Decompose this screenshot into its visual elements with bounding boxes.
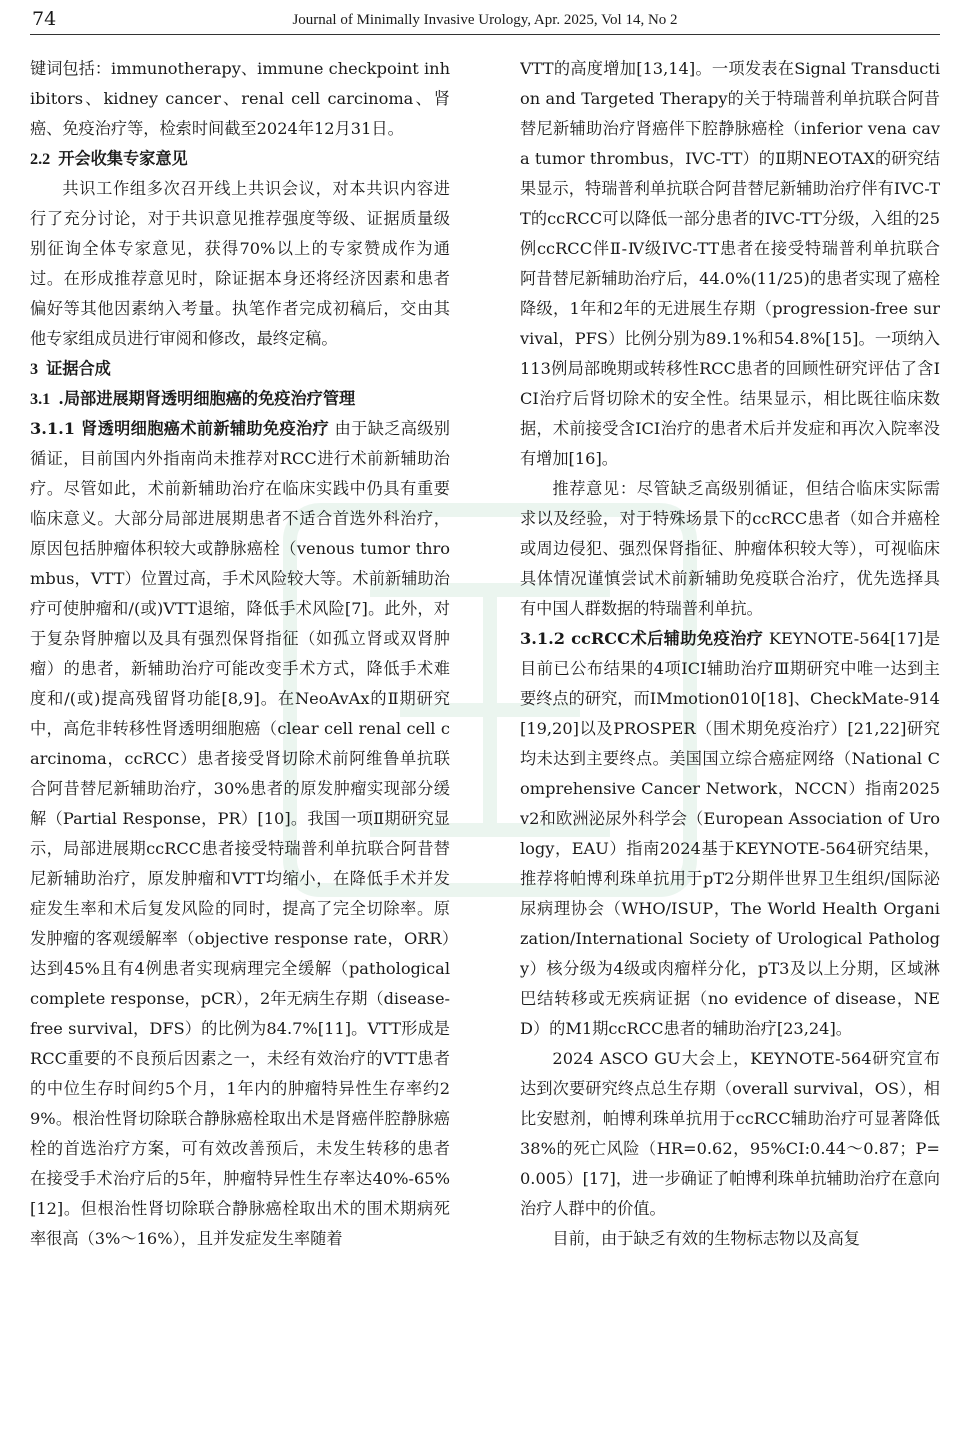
section-heading-2-2: 2.2 开会收集专家意见 — [30, 149, 188, 168]
recommendation-paragraph: 推荐意见：尽管缺乏高级别循证，但结合临床实际需求以及经验，对于特殊场景下的ccRCC患者（如合并癌栓或周边侵犯、强烈保肾指征、肿瘤体积较大等），可视临床具体情况谨慎尝试术前新辅助免疫联合治疗，优先选择具有中国人群数据的特瑞普利单抗。 — [520, 479, 940, 618]
adjuvant-paragraph: 3.1.2 ccRCC术后辅助免疫治疗 KEYNOTE-564[17]是目前已公布结果的4项ICI辅助治疗Ⅲ期研究中唯一达到主要终点的研究，而IMmotion010[18]、CheckMate-914[19,20]以及PROSPER（围术期免疫治疗）[21,22]研究均未达到主要终点。美国国立综合癌症网络（National Comprehensive Cancer Network，NCCN）指南2025v2和欧洲泌尿外科学会（European Association of Urology，EAU）指南2024基于KEYNOTE-564研究结果，推荐将帕博利珠单抗用于pT2分期伴世界卫生组织/国际泌尿病理协会（WHO/ISUP，The World Health Organization/International Society of Urological Pathology）核分级为4级或肉瘤样分化，pT3及以上分期，区域淋巴结转移或无疾病证据（no evidence of disease，NED）的M1期ccRCC患者的辅助治疗[23,24]。 — [520, 629, 940, 1038]
page-header — [30, 6, 940, 35]
section-heading-3-1-2: 3.1.2 ccRCC术后辅助免疫治疗 — [520, 629, 764, 648]
section-heading-3-1-1: 3.1.1 肾透明细胞癌术前新辅助免疫治疗 — [30, 419, 330, 438]
asco-paragraph: 2024 ASCO GU大会上，KEYNOTE-564研究宣布达到次要研究终点总生存期（overall survival，OS），相比安慰剂，帕博利珠单抗用于ccRCC辅助治疗可显著降低38%的死亡风险（HR=0.62，95%CI:0.44～0.87；P=0.005）[17]，进一步确证了帕博利珠单抗辅助治疗在意向治疗人群中的价值。 — [520, 1049, 940, 1218]
neotax-paragraph: VTT的高度增加[13,14]。一项发表在Signal Transduction and Targeted Therapy的关于特瑞普利单抗联合阿昔替尼新辅助治疗肾癌伴下腔静脉癌栓（inferior vena cava tumor thrombus，IVC-TT）的Ⅱ期NEOTAX的研究结果显示，特瑞普利单抗联合阿昔替尼新辅助治疗伴有IVC-TT的ccRCC可以降低一部分患者的IVC-TT分级，入组的25例ccRCC伴Ⅱ-Ⅳ级IVC-TT患者在接受特瑞普利单抗联合阿昔替尼新辅助治疗后，44.0%(11/25)的患者实现了癌栓降级，1年和2年的无进展生存期（progression-free survival，PFS）比例分别为89.1%和54.8%[15]。一项纳入113例局部晚期或转移性RCC患者的回顾性研究评估了含ICI治疗后肾切除术的安全性。结果显示，相比既往临床数据，术前接受含ICI治疗的患者术后并发症和再次入院率没有增加[16]。 — [520, 59, 940, 468]
closing-paragraph: 目前，由于缺乏有效的生物标志物以及高复 — [552, 1229, 860, 1248]
left-column — [30, 54, 450, 1434]
section-heading-3-1: 3.1 .局部进展期肾透明细胞癌的免疫治疗管理 — [30, 389, 356, 408]
right-column — [520, 54, 940, 1434]
consensus-paragraph: 共识工作组多次召开线上共识会议，对本共识内容进行了充分讨论，对于共识意见推荐强度等级、证据质量级别征询全体专家意见，获得70%以上的专家赞成作为通过。在形成推荐意见时，除证据本身还将经济因素和患者偏好等其他因素纳入考量。执笔作者完成初稿后，交由其他专家组成员进行审阅和修改，最终定稿。 — [30, 179, 450, 348]
neoadjuvant-paragraph: 3.1.1 肾透明细胞癌术前新辅助免疫治疗 由于缺乏高级别循证，目前国内外指南尚未推荐对RCC进行术前新辅助治疗。尽管如此，术前新辅助治疗在临床实践中仍具有重要临床意义。大部分局部进展期患者不适合首选外科治疗，原因包括肿瘤体积较大或静脉癌栓（venous tumor thrombus，VTT）位置过高，手术风险较大等。术前新辅助治疗可使肿瘤和/(或)VTT退缩，降低手术风险[7]。此外，对于复杂肾肿瘤以及具有强烈保肾指征（如孤立肾或双肾肿瘤）的患者，新辅助治疗可能改变手术方式，降低手术难度和/(或)提高残留肾功能[8,9]。在NeoAvAx的Ⅱ期研究中，高危非转移性肾透明细胞癌（clear cell renal cell carcinoma，ccRCC）患者接受肾切除术前阿维鲁单抗联合阿昔替尼新辅助治疗，30%患者的原发肿瘤实现部分缓解（Partial Response，PR）[10]。我国一项Ⅱ期研究显示，局部进展期ccRCC患者接受特瑞普利单抗联合阿昔替尼新辅助治疗，原发肿瘤和VTT均缩小，在降低手术并发症发生率和术后复发风险的同时，提高了完全切除率。原发肿瘤的客观缓解率（objective response rate，ORR）达到45%且有4例患者实现病理完全缓解（pathological complete response，pCR），2年无病生存期（disease-free survival，DFS）的比例为84.7%[11]。VTT形成是RCC重要的不良预后因素之一，未经有效治疗的VTT患者的中位生存时间约5个月，1年内的肿瘤特异性生存率约29%。根治性肾切除联合静脉癌栓取出术是肾癌伴腔静脉癌栓的首选治疗方案，可有效改善预后，未发生转移的患者在接受手术治疗后的5年，肿瘤特异性生存率达40%-65%[12]。但根治性肾切除联合静脉癌栓取出术的围术期病死率很高（3%～16%），且并发症发生率随着 — [30, 419, 450, 1248]
page-number: 74 — [32, 8, 57, 30]
journal-running-head: Journal of Minimally Invasive Urology, Apr. 2025, Vol 14, No 2 — [292, 12, 678, 28]
keywords-paragraph: 键词包括：immunotherapy、immune checkpoint inhibitors、kidney cancer、renal cell carcinoma、肾癌、免疫治疗等，检索时间截至2024年12月31日。 — [30, 59, 450, 138]
section-heading-3: 3 证据合成 — [30, 359, 111, 378]
